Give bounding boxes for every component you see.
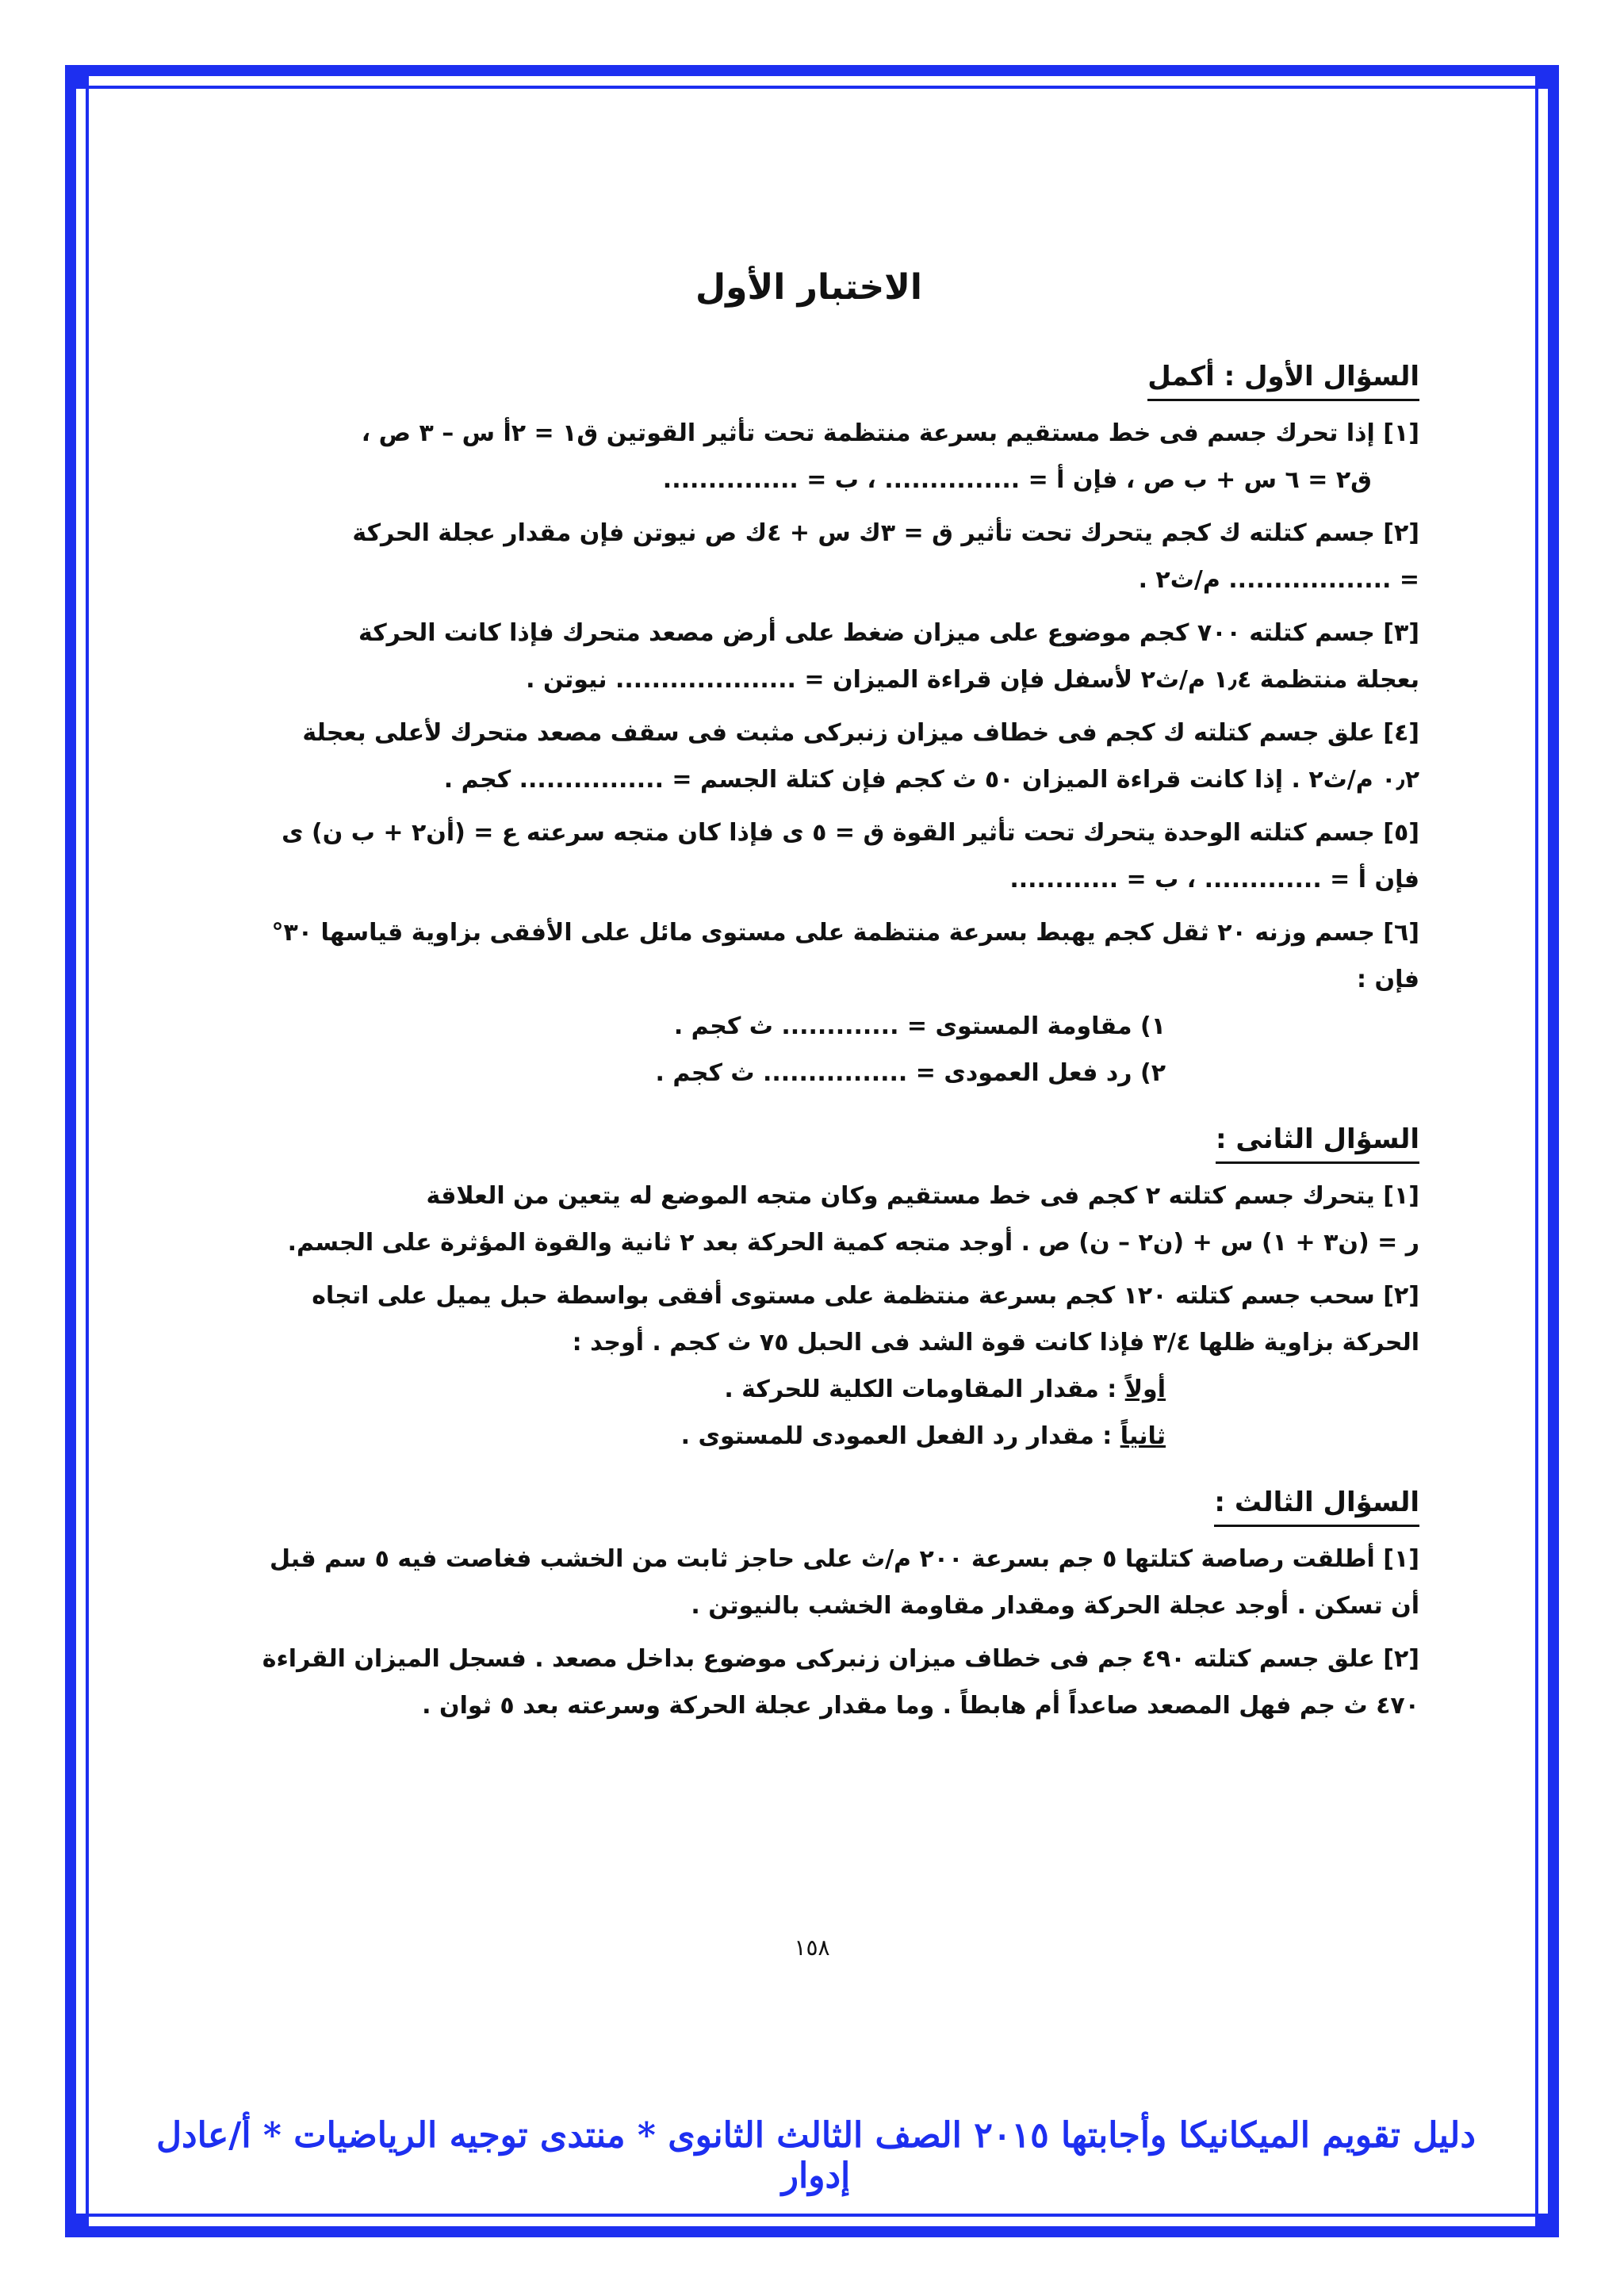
item-text: [٣] جسم كتلته ٧٠٠ كجم موضوع على ميزان ضغط على أرض مصعد متحرك فإذا كانت الحركة (358, 619, 1419, 647)
subitem-text: : مقدار رد الفعل العمودى للمستوى . (680, 1422, 1120, 1450)
item-text: [٢] جسم كتلته ك كجم يتحرك تحت تأثير ق = ٣ك س + ٤ك ص نيوتن فإن مقدار عجلة الحركة (352, 519, 1419, 547)
question-1-item-5 (198, 815, 1419, 897)
question-1-subitem-1: ١) مقاومة المستوى = ............. ث كجم . (673, 1012, 1166, 1040)
question-1-item-3 (198, 615, 1419, 698)
item-text: [٦] جسم وزنه ٢٠ ثقل كجم يهبط بسرعة منتظمة على مستوى مائل على الأفقى بزاوية قياسها ٣٠° (271, 919, 1419, 947)
question-1-subitem-2: ٢) رد فعل العمودى = ................ ث كجم . (655, 1059, 1166, 1087)
question-1-title: السؤال الأول : أكمل (1147, 357, 1419, 401)
question-3-item-1 (198, 1541, 1419, 1624)
item-text-continued: الحركة بزاوية ظلها ٣/٤ فإذا كانت قوة الشد فى الحبل ٧٥ ث كجم . أوجد : (572, 1329, 1419, 1357)
question-1-item-6 (198, 915, 1419, 1091)
border-corner (1535, 65, 1559, 89)
item-text-continued: ق٢ = ٦ س + ب ص ، فإن أ = ............... ، ب = ............... (662, 466, 1372, 494)
item-text: [٥] جسم كتلته الوحدة يتحرك تحت تأثير القوة ق = ٥ ى فإذا كان متجه سرعته ع = (أن٢ + ب ن) ى (282, 819, 1419, 847)
question-2-item-1 (198, 1178, 1419, 1261)
item-text: [٤] علق جسم كتلته ك كجم فى خطاف ميزان زنبركى مثبت فى سقف مصعد متحرك لأعلى بعجلة (302, 719, 1419, 747)
page-content (198, 262, 1419, 1741)
item-text: [٢] سحب جسم كتلته ١٢٠ كجم بسرعة منتظمة على مستوى أفقى بواسطة حبل يميل على اتجاه (312, 1282, 1419, 1310)
item-text-continued: فإن : (1357, 966, 1419, 993)
subitem-text: : مقدار المقاومات الكلية للحركة . (724, 1376, 1125, 1403)
footer-credit: دليل تقويم الميكانيكا وأجابتها ٢٠١٥ الصف الثالث الثانوى * منتدى توجيه الرياضيات * أ/عادل إدوار (156, 2115, 1476, 2196)
question-2-item-2 (198, 1278, 1419, 1454)
page-number: ١٥٨ (794, 1934, 830, 1961)
question-1-item-1 (198, 415, 1419, 498)
question-1-item-4 (198, 715, 1419, 798)
item-text-continued: ٠٫٢ م/ث٢ . إذا كانت قراءة الميزان ٥٠ ث كجم فإن كتلة الجسم = ................ كجم . (443, 766, 1419, 794)
question-3-title: السؤال الثالث : (1214, 1483, 1419, 1527)
item-text: [٢] علق جسم كتلته ٤٩٠ جم فى خطاف ميزان زنبركى موضوع بداخل مصعد . فسجل الميزان القراءة (262, 1645, 1419, 1673)
item-text-continued: فإن أ = ............. ، ب = ............ (1009, 866, 1419, 894)
item-text: [١] أطلقت رصاصة كتلتها ٥ جم بسرعة ٢٠٠ م/ث على حاجز ثابت من الخشب فغاصت فيه ٥ سم قبل (269, 1545, 1419, 1573)
question-1-item-2 (198, 515, 1419, 598)
border-corner (65, 2214, 89, 2237)
test-title: الاختبار الأول (695, 267, 923, 308)
question-3-item-2 (198, 1641, 1419, 1724)
item-text-continued: ٤٧٠ ث جم فهل المصعد صاعداً أم هابطاً . وما مقدار عجلة الحركة وسرعته بعد ٥ ثوان . (422, 1692, 1419, 1720)
subitem-label: ثانياً (1120, 1422, 1166, 1450)
item-text-continued: أن تسكن . أوجد عجلة الحركة ومقدار مقاومة الخشب بالنيوتن . (691, 1592, 1419, 1620)
item-text-continued: = .................. م/ث٢ . (1138, 566, 1419, 594)
border-corner (1535, 2214, 1559, 2237)
item-text: [١] إذا تحرك جسم فى خط مستقيم بسرعة منتظمة تحت تأثير القوتين ق١ = ٢أ س – ٣ ص ، (361, 419, 1419, 447)
border-corner (65, 65, 89, 89)
item-text-continued: ر = (ن٣ + ١) س + (ن٢ – ن) ص . أوجد متجه كمية الحركة بعد ٢ ثانية والقوة المؤثرة على الجسم. (287, 1229, 1419, 1257)
item-text: [١] يتحرك جسم كتلته ٢ كجم فى خط مستقيم وكان متجه الموضع له يتعين من العلاقة (426, 1182, 1419, 1210)
question-2-subitem-1 (198, 1372, 1419, 1407)
question-2-subitem-2 (198, 1418, 1419, 1454)
item-text-continued: بعجلة منتظمة ١٫٤ م/ث٢ لأسفل فإن قراءة الميزان = .................... نيوتن . (526, 666, 1419, 694)
question-2-title: السؤال الثانى : (1216, 1119, 1419, 1164)
subitem-label: أولاً (1124, 1376, 1166, 1403)
